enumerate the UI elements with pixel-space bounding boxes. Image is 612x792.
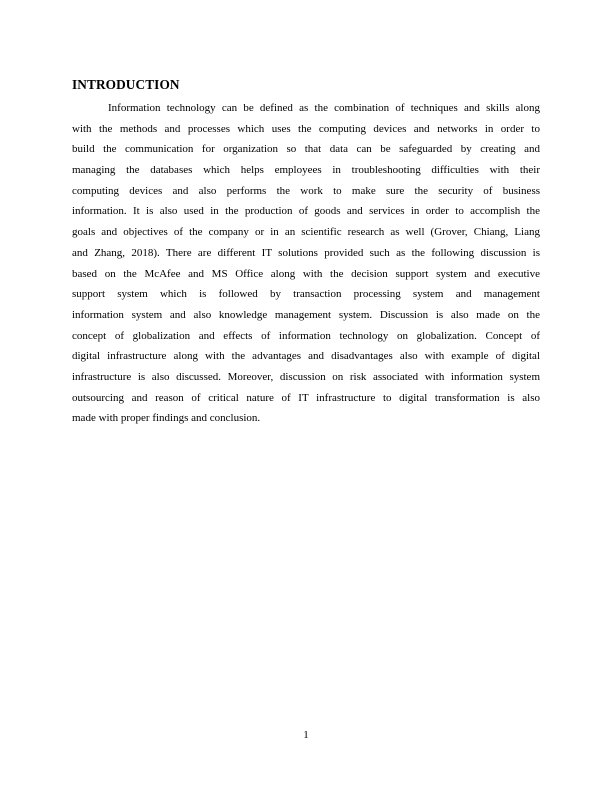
paragraph-line: infrastructure is also discussed. Moreover, discussion on risk associated with information system [72,370,540,383]
paragraph-line: based on the McAfee and MS Office along with the decision support system and executive [72,267,540,280]
paragraph-line: information. It is also used in the production of goods and services in order to accomplish the [72,205,540,218]
paragraph-line: computing devices and also performs the work to make sure the security of business [72,184,540,197]
paragraph-line: digital infrastructure along with the advantages and disadvantages also with example of digital [72,350,540,363]
paragraph-line: Information technology can be defined as the combination of techniques and skills along [108,102,540,114]
paragraph-line: with the methods and processes which uses the computing devices and networks in order to [72,122,540,135]
introduction-paragraph [72,98,540,429]
paragraph-line: managing the databases which helps employees in troubleshooting difficulties with their [72,164,540,177]
section-heading: INTRODUCTION [72,77,180,92]
paragraph-line: support system which is followed by transaction processing system and management [72,288,540,301]
paragraph-line: and Zhang, 2018). There are different IT solutions provided such as the following discussion is [72,246,540,259]
paragraph-line: goals and objectives of the company or in an scientific research as well (Grover, Chiang, Liang [72,226,540,239]
paragraph-line: build the communication for organization so that data can be safeguarded by creating and [72,143,540,156]
paragraph-line: outsourcing and reason of critical nature of IT infrastructure to digital transformation is also [72,391,540,404]
paragraph-line: concept of globalization and effects of information technology on globalization. Concept of [72,329,540,342]
page-number: 1 [303,729,309,741]
paragraph-line: made with proper findings and conclusion. [72,412,261,425]
paragraph-line: information system and also knowledge management system. Discussion is also made on the [72,308,540,321]
